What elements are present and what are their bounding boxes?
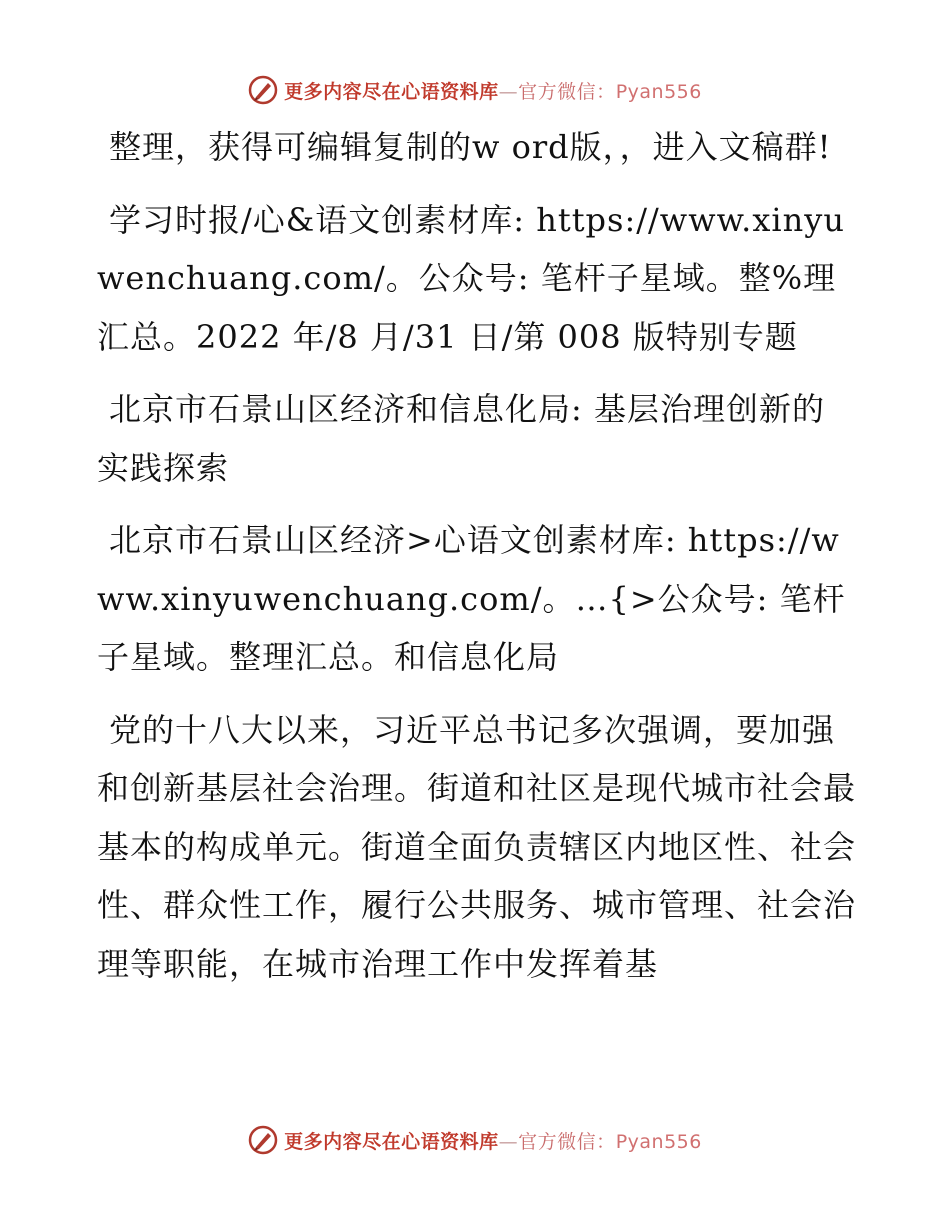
- paragraph-1: 整理，获得可编辑复制的w ord版，，进入文稿群!: [109, 128, 832, 166]
- header-brand: 更多内容尽在心语资料库: [284, 80, 499, 103]
- footer-wechat-label: 官方微信：: [518, 1130, 616, 1153]
- paragraph-5: 党的十八大以来，习近平总书记多次强调，要加强和创新基层社会治理。街道和社区是现代城市社会最基本的构成单元。街道全面负责辖区内地区性、社会性、群众性工作，履行公共服务、城市管理、社会治理等职能，在城市治理工作中发挥着基: [97, 710, 857, 983]
- header-banner: [0, 70, 950, 110]
- footer-separator: —: [498, 1130, 519, 1153]
- footer-wechat-id: Pyan556: [615, 1130, 702, 1153]
- paragraph-4: 北京市石景山区经济>心语文创素材库: https://www.xinyuwenchuang.com/。…{>公众号: 笔杆子星域。整理汇总。和信息化局: [97, 521, 846, 676]
- header-wechat-id: Pyan556: [615, 80, 702, 103]
- footer-text: [284, 1127, 702, 1154]
- footer-banner: [0, 1120, 950, 1160]
- header-wechat-label: 官方微信：: [518, 80, 616, 103]
- header-text: [284, 77, 702, 104]
- paragraph-3: 北京市石景山区经济和信息化局: 基层治理创新的实践探索: [97, 390, 825, 487]
- document-body: [97, 118, 857, 1007]
- header-separator: —: [498, 80, 519, 103]
- footer-brand: 更多内容尽在心语资料库: [284, 1130, 499, 1153]
- pen-logo-icon: [248, 1125, 278, 1155]
- paragraph-2: 学习时报/心&语文创素材库: https://www.xinyuwenchuang.com/。公众号: 笔杆子星域。整%理汇总。2022 年/8 月/31 日/第 008 版特别专题: [97, 200, 845, 356]
- pen-logo-icon: [248, 75, 278, 105]
